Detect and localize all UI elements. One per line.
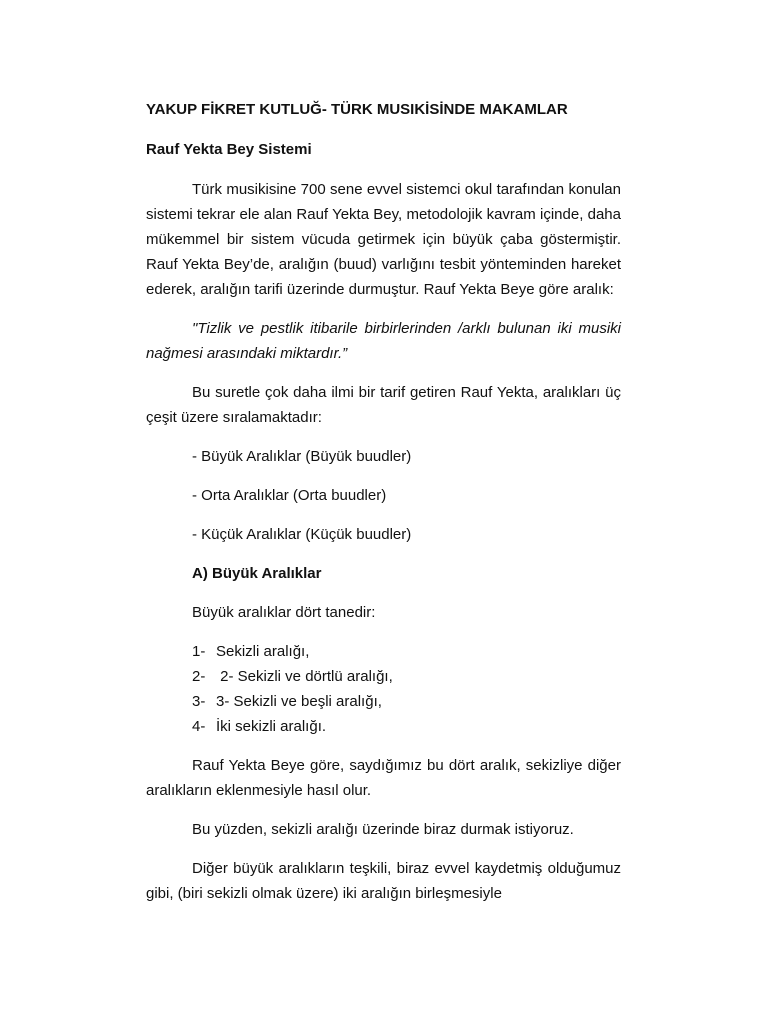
document-title: YAKUP FİKRET KUTLUĞ- TÜRK MUSIKİSİNDE MAKAMLAR bbox=[146, 101, 568, 118]
paragraph-octave-focus: Bu yüzden, sekizli aralığı üzerinde biraz durmak istiyoruz. bbox=[192, 821, 574, 838]
paragraph-formation: Diğer büyük aralıkların teşkili, biraz evvel kaydetmiş olduğumuz gibi, (biri sekizli olmak üzere) iki aralığın birleşmesiyle bbox=[146, 860, 621, 902]
list-text: 3- Sekizli ve beşli aralığı, bbox=[216, 693, 382, 710]
list-text: İki sekizli aralığı. bbox=[216, 718, 327, 735]
section-title: Rauf Yekta Bey Sistemi bbox=[146, 141, 312, 158]
subsection-title: A) Büyük Aralıklar bbox=[192, 565, 322, 582]
list-text: 2- Sekizli ve dörtlü aralığı, bbox=[216, 668, 393, 685]
definition-quote: "Tizlik ve pestlik itibarile birbirlerinden /arklı bulunan iki musiki nağmesi arasındaki miktardır.” bbox=[146, 320, 621, 362]
paragraph-intro: Türk musikisine 700 sene evvel sistemci okul tarafından konulan sistemi tekrar ele alan Rauf Yekta Bey, metodolojik kavram içinde, daha mükemmel bir sistem vücuda getirmek için büyük çaba göstermiştir. Rauf Yekta Bey’de, aralığın (buud) varlığını tesbit yönteminden hareket ederek, aralığın tarifi üzerinde durmuştur. Rauf Yekta Beye göre aralık: bbox=[146, 181, 621, 298]
list-number: 2- bbox=[192, 668, 206, 685]
list-item bbox=[192, 689, 621, 714]
document-page bbox=[146, 97, 621, 906]
list-number: 3- bbox=[192, 693, 206, 710]
list-number: 1- bbox=[192, 643, 206, 660]
category-item: - Büyük Aralıklar (Büyük buudler) bbox=[192, 448, 412, 465]
category-item: - Orta Aralıklar (Orta buudler) bbox=[192, 487, 387, 504]
list-item bbox=[192, 639, 621, 664]
paragraph-count: Büyük aralıklar dört tanedir: bbox=[192, 604, 376, 621]
paragraph-octave-sum: Rauf Yekta Beye göre, saydığımız bu dört aralık, sekizliye diğer aralıkların eklenmesiyle hasıl olur. bbox=[146, 757, 621, 799]
list-item bbox=[192, 664, 621, 689]
list-text: Sekizli aralığı, bbox=[216, 643, 310, 660]
paragraph-classification: Bu suretle çok daha ilmi bir tarif getiren Rauf Yekta, aralıkları üç çeşit üzere sıralamaktadır: bbox=[146, 384, 621, 426]
numbered-list bbox=[192, 639, 621, 739]
list-number: 4- bbox=[192, 718, 206, 735]
category-item: - Küçük Aralıklar (Küçük buudler) bbox=[192, 526, 412, 543]
list-item bbox=[192, 714, 621, 739]
